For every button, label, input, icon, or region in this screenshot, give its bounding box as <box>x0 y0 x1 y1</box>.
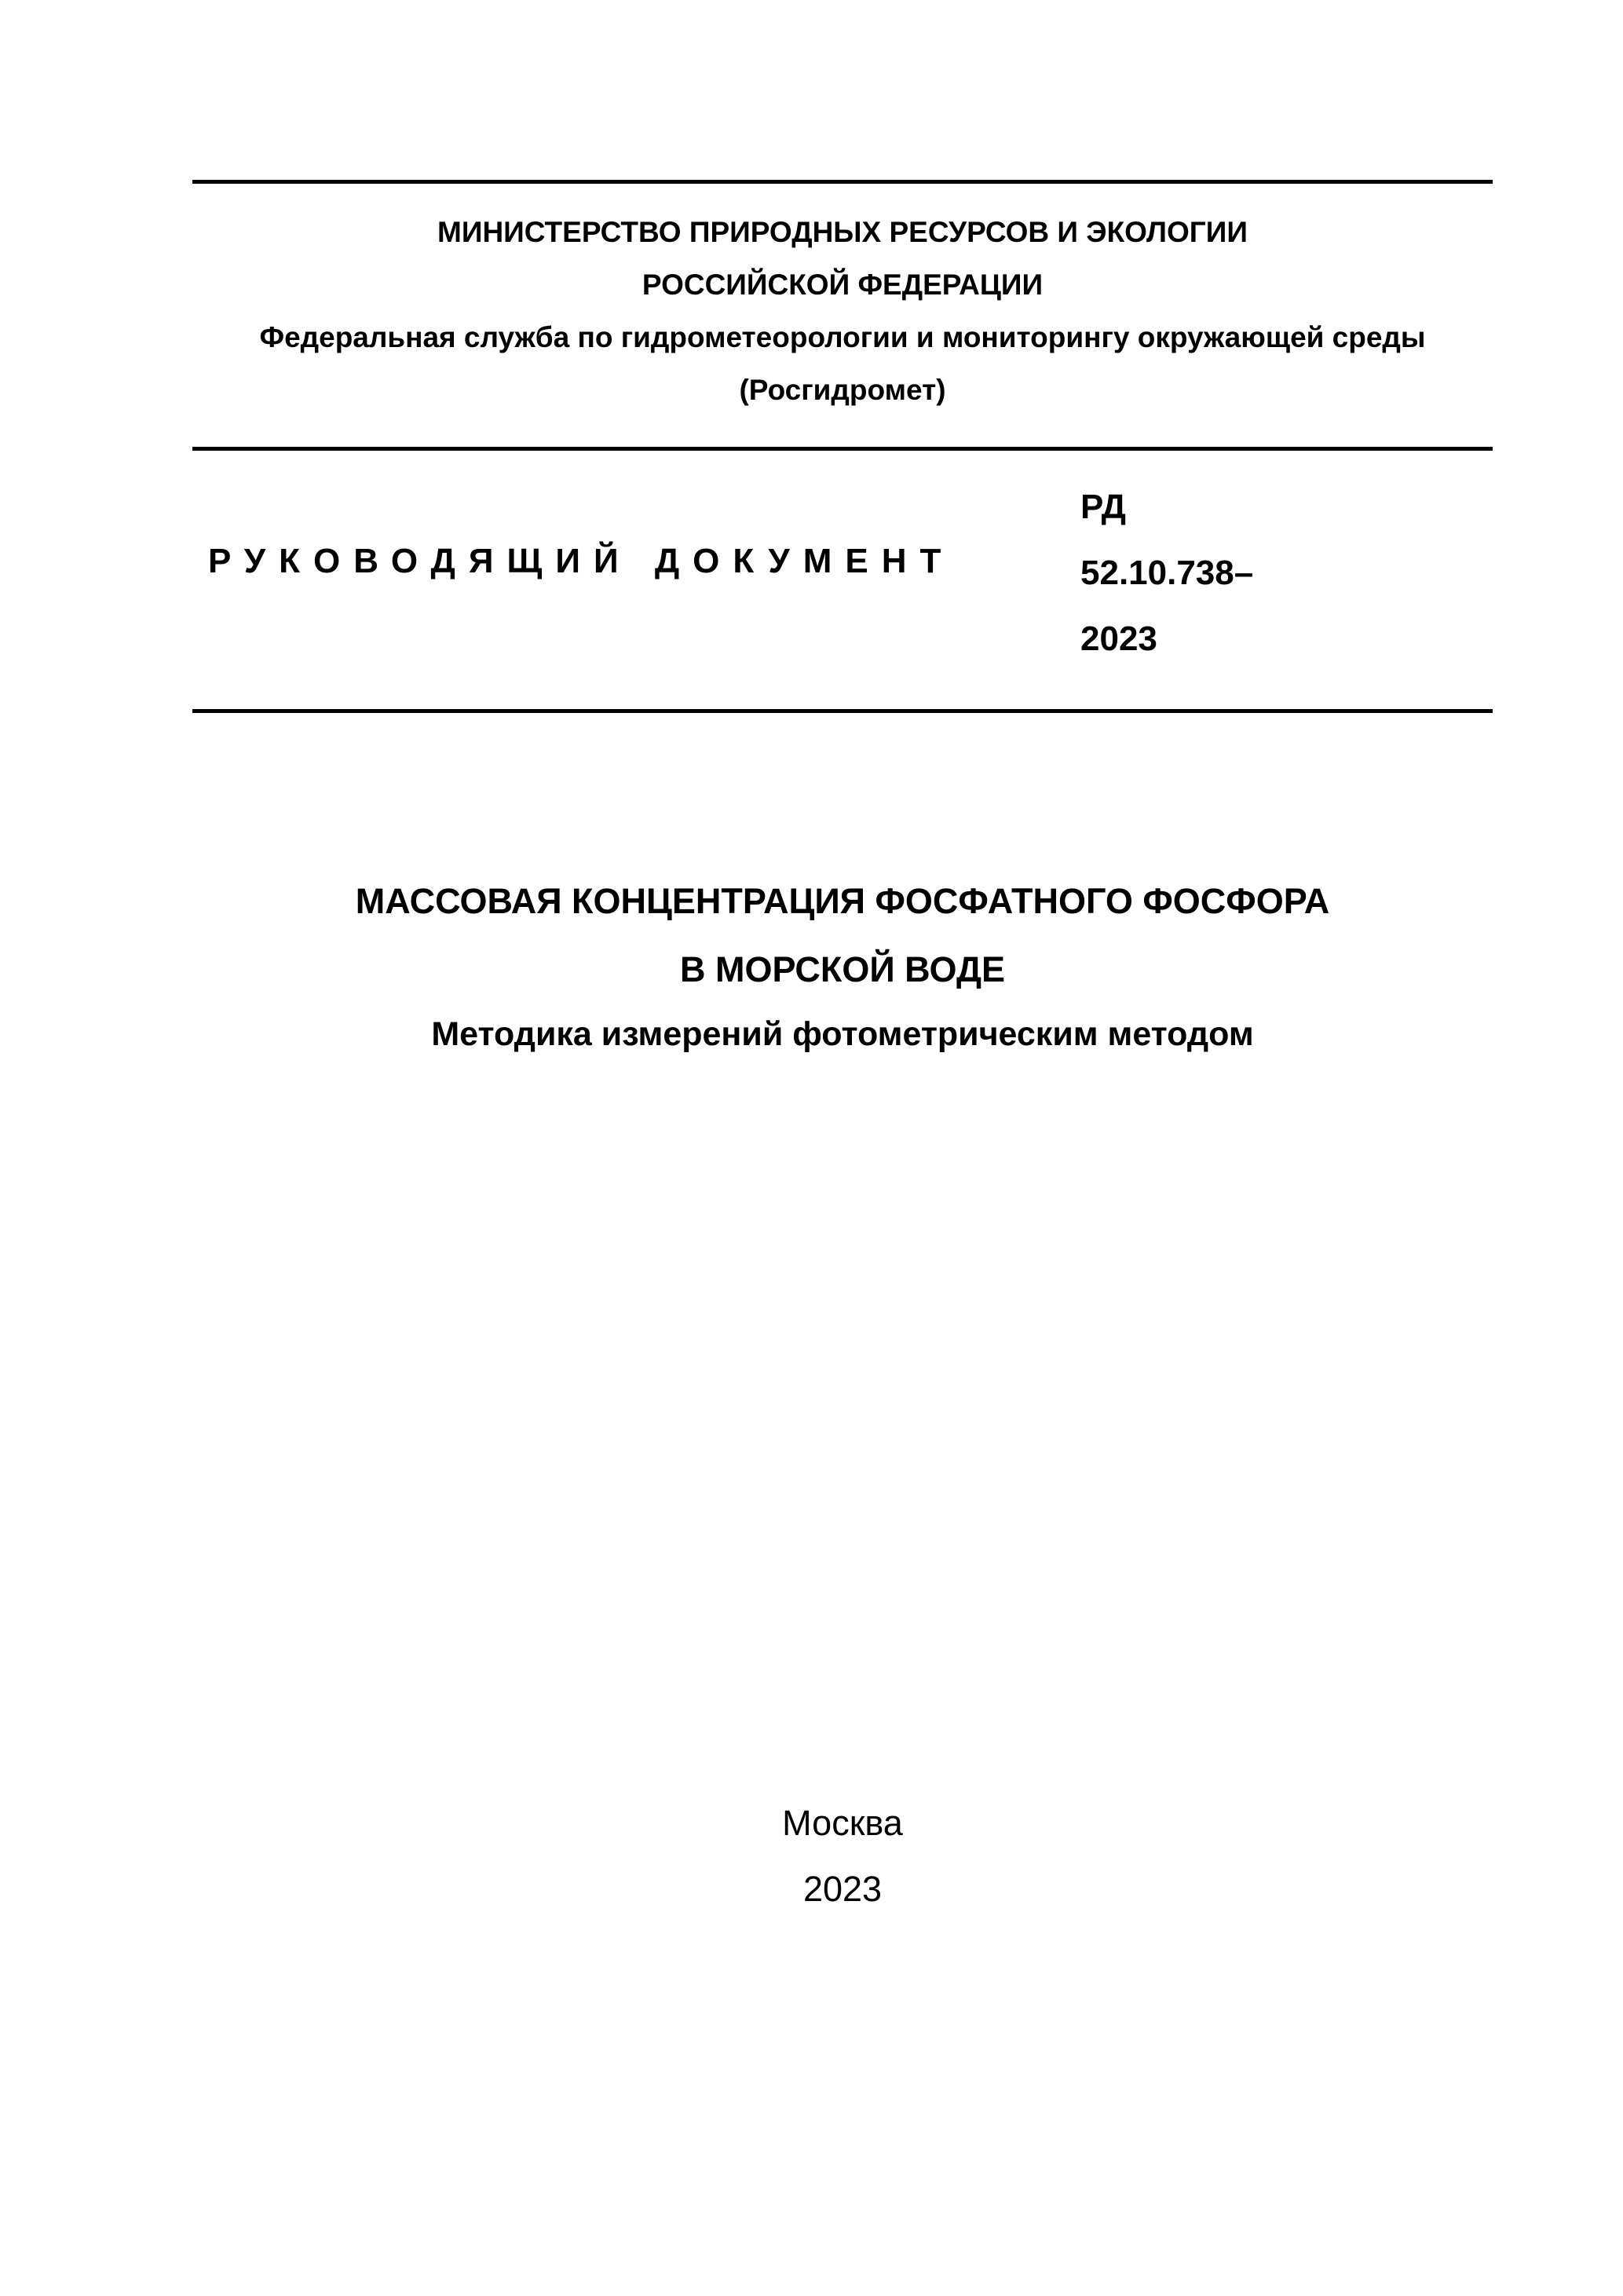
document-number-year: 2023 <box>1080 620 1157 658</box>
document-number-prefix: РД <box>1080 488 1126 526</box>
document-number-code: 52.10.738– <box>1080 554 1254 592</box>
imprint-block <box>192 1790 1493 1922</box>
ministry-name-line2: РОССИЙСКОЙ ФЕДЕРАЦИИ <box>642 269 1044 301</box>
document-subtitle: Методика измерений фотометрическим методом <box>431 1015 1254 1053</box>
document-type-label: РУКОВОДЯЩИЙ ДОКУМЕНТ <box>208 542 955 580</box>
organization-header <box>192 206 1493 416</box>
ministry-name-line1: МИНИСТЕРСТВО ПРИРОДНЫХ РЕСУРСОВ И ЭКОЛОГИИ <box>437 216 1248 248</box>
imprint-city: Москва <box>782 1803 903 1843</box>
middle-divider <box>192 447 1493 451</box>
imprint-year: 2023 <box>802 1869 883 1909</box>
top-divider <box>192 180 1493 184</box>
document-title-block <box>192 867 1493 1065</box>
federal-service-name: Федеральная служба по гидрометеорологии и мониторингу окружающей среды <box>259 321 1426 353</box>
document-title-line1: МАССОВАЯ КОНЦЕНТРАЦИЯ ФОСФАТНОГО ФОСФОРА <box>355 881 1330 921</box>
document-title-line2: В МОРСКОЙ ВОДЕ <box>679 949 1006 989</box>
federal-service-short-name: (Росгидромет) <box>739 374 946 406</box>
bottom-divider <box>192 709 1493 713</box>
document-number <box>1080 474 1253 672</box>
